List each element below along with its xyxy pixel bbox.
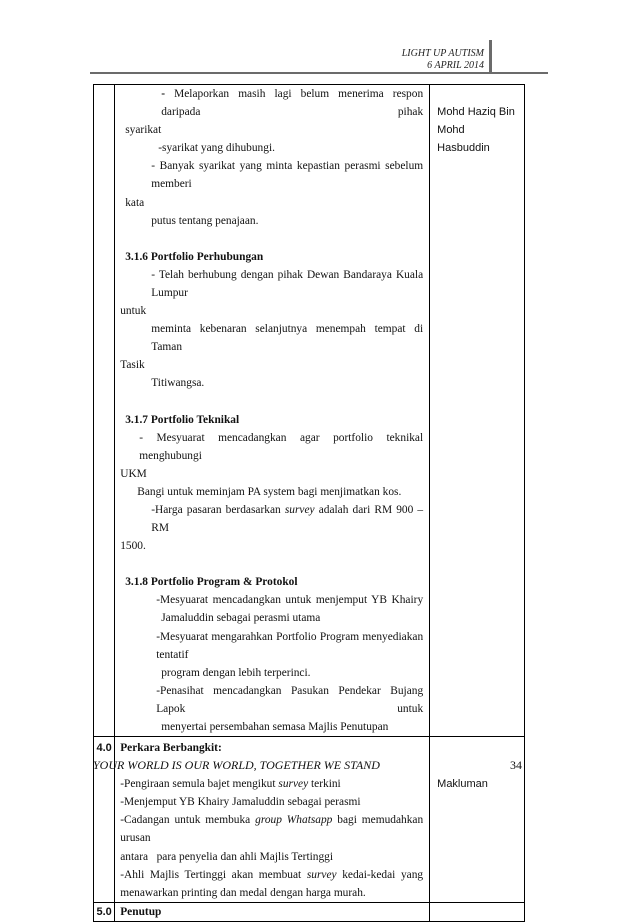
text-line: meminta kebenaran selanjutnya menempah tempat di Taman [151, 323, 424, 354]
minutes-table [93, 84, 525, 922]
text-line: -Cadangan untuk membuka group Whatsapp bagi memudahkan urusan [120, 814, 424, 845]
text-line: -Mesyuarat mencadangkan untuk menjemput YB Khairy [156, 594, 424, 607]
text-line: untuk [120, 305, 147, 318]
row-number-cell: 4.0 [94, 737, 115, 903]
footer-motto: YOUR WORLD IS OUR WORLD, TOGETHER WE STAND [93, 758, 380, 772]
text-line: - Banyak syarikat yang minta kepastian perasmi sebelum memberi [151, 160, 424, 191]
header-title: LIGHT UP AUTISM [401, 48, 484, 59]
table-row [94, 902, 525, 921]
text-line: program dengan lebih terperinci. [161, 666, 311, 679]
text-line: -Menjemput YB Khairy Jamaluddin sebagai perasmi [120, 796, 361, 809]
text-line: -Penasihat mencadangkan Pasukan Pendekar Bujang Lapok untuk [156, 684, 424, 715]
section-heading-teknikal: 3.1.7 Portfolio Teknikal [125, 413, 240, 426]
page-number: 34 [510, 758, 522, 772]
text-line: 1500. [120, 540, 146, 553]
section-heading-program-protokol: 3.1.8 Portfolio Program & Protokol [125, 576, 298, 589]
text-line: -Ahli Majlis Tertinggi akan membuat survey kedai-kedai yang [120, 868, 424, 881]
action-cell [430, 902, 525, 921]
row-number-cell: 5.0 [94, 902, 115, 921]
action-person-line1: Mohd Haziq Bin [437, 106, 515, 118]
text-line: Melaporkan masih lagi belum menerima respon daripada pihak [161, 88, 424, 119]
text-line: Titiwangsa. [151, 377, 205, 390]
text-line: menawarkan printing dan medal dengan harga murah. [120, 886, 366, 899]
text-line: -syarikat yang dihubungi. [158, 142, 275, 155]
text-line: Bangi untuk meminjam PA system bagi menjimatkan kos. [137, 485, 402, 498]
text-line: UKM [120, 467, 147, 480]
action-note: Makluman [437, 778, 488, 791]
text-line: -Mesyuarat mengarahkan Portfolio Program menyediakan tentatif [156, 630, 424, 661]
document-header [402, 48, 484, 72]
content-cell: - Melaporkan masih lagi belum menerima respon daripada pihak syarikat -syarikat yang dihubungi. - Banyak syarikat yang minta kepastian perasmi sebelum memberi kata putus tentang penajaan. 3.1.6 Portfolio Perhubungan - Telah berhubung dengan pihak Dewan Bandaraya Kuala Lumpur untuk meminta kebenaran selanjutnya menempah tempat di Taman Tasik Titiwangsa. 3.1.7 Portfolio Teknikal - Mesyuarat mencadangkan agar portfolio teknikal menghubungi UKM Bangi untuk meminjam PA system bagi menjimatkan kos. -Harga pasaran berdasarkan survey adalah dari RM 900 – RM 1500. 3.1.8 Portfolio Program & Protokol -Mesyuarat mencadangkan untuk menjemput YB Khairy Jamaluddin sebagai perasmi utama -Mesyuarat mengarahkan Portfolio Program menyediakan tentatif program dengan lebih terperinci. -Penasihat mencadangkan Pasukan Pendekar Bujang Lapok untuk menyertai persembahan semasa Majlis Penutupan [115, 85, 430, 737]
action-person-line2: Mohd Hasbuddin [437, 124, 490, 155]
text-line: menyertai persembahan semasa Majlis Penutupan [161, 721, 389, 733]
text-line: - Telah berhubung dengan pihak Dewan Bandaraya Kuala Lumpur [151, 268, 424, 299]
section-heading-penutup: Penutup [120, 905, 162, 918]
header-vertical-rule [489, 40, 492, 73]
header-date: 6 APRIL 2014 [427, 60, 484, 71]
text-line: Tasik [120, 359, 145, 372]
section-heading-perkara-berbangkit: Perkara Berbangkit: [120, 742, 222, 755]
text-line: -Pengiraan semula bajet mengikut survey terkini [120, 778, 341, 791]
content-cell [115, 902, 430, 921]
header-horizontal-rule [90, 72, 548, 74]
text-line: putus tentang penajaan. [151, 214, 259, 227]
text-line: - Mesyuarat mencadangkan agar portfolio teknikal menghubungi [139, 431, 424, 462]
section-heading-perhubungan: 3.1.6 Portfolio Perhubungan [125, 250, 264, 263]
text-line: syarikat [125, 124, 162, 137]
text-line: kata [125, 196, 145, 209]
text-line: Jamaluddin sebagai perasmi utama [161, 612, 321, 625]
row-number-cell [94, 85, 115, 737]
action-cell [430, 85, 525, 737]
text-line: antara para penyelia dan ahli Majlis Tertinggi [120, 850, 334, 863]
table-row [94, 85, 525, 737]
text-line: -Harga pasaran berdasarkan survey adalah dari RM 900 – RM [151, 503, 424, 535]
